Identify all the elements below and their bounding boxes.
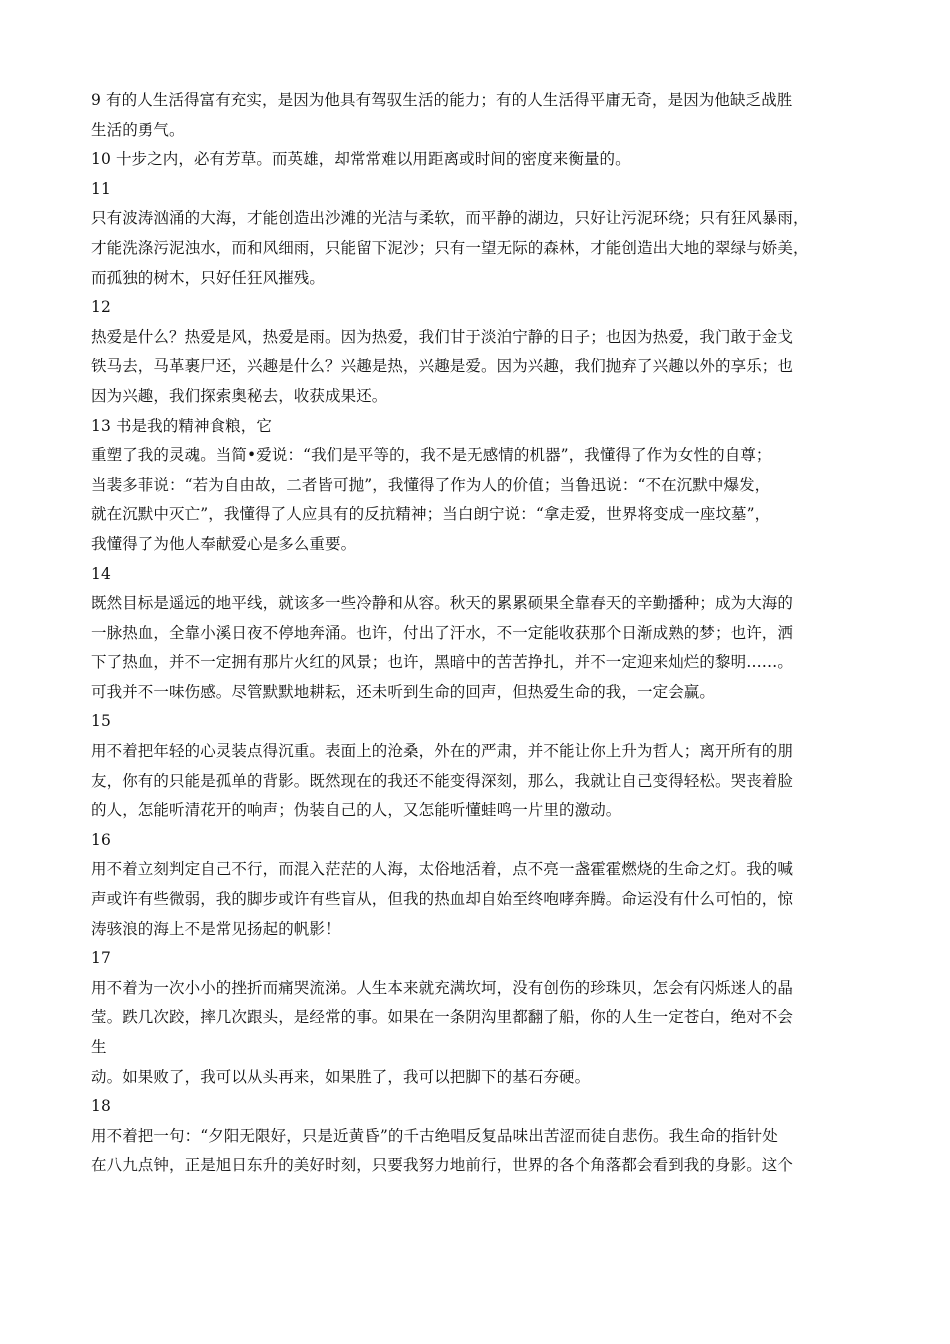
text-line: 13 书是我的精神食粮，它 — [91, 416, 272, 435]
text-line: 涛骇浪的海上不是常见扬起的帆影！ — [91, 919, 341, 938]
text-line: 用不着为一次小小的挫折而痛哭流涕。人生本来就充满坎坷，没有创伤的珍珠贝，怎会有闪烁迷人的晶 — [91, 978, 794, 997]
text-line: 而孤独的树木，只好任狂风摧残。 — [91, 268, 326, 287]
text-line: 因为兴趣，我们探索奥秘去，收获成果还。 — [91, 386, 388, 405]
text-line: 热爱是什么？热爱是风，热爱是雨。因为热爱，我们甘于淡泊宁静的日子；也因为热爱，我门敢于金戈 — [91, 327, 794, 346]
text-line: 用不着把一句：“夕阳无限好，只是近黄昏”的千古绝唱反复品味出苦涩而徒自悲伤。我生命的指针处 — [91, 1126, 778, 1145]
text-line: 17 — [91, 949, 111, 968]
text-line: 只有波涛汹涌的大海，才能创造出沙滩的光洁与柔软，而平静的湖边，只好让污泥环绕；只有狂风暴雨， — [91, 209, 809, 228]
text-line: 声或许有些微弱，我的脚步或许有些盲从，但我的热血却自始至终咆哮奔腾。命运没有什么可怕的，惊 — [91, 890, 794, 909]
text-line: 才能洗涤污泥浊水，而和风细雨，只能留下泥沙；只有一望无际的森林，才能创造出大地的翠绿与娇美， — [91, 238, 809, 257]
text-line: 重塑了我的灵魂。当简•爱说：“我们是平等的，我不是无感情的机器”，我懂得了作为女性的自尊； — [91, 446, 772, 465]
text-line: 15 — [91, 712, 111, 731]
text-line: 9 有的人生活得富有充实，是因为他具有驾驭生活的能力；有的人生活得平庸无奇，是因为他缺乏战胜 — [91, 91, 793, 109]
text-line: 友，你有的只能是孤单的背影。既然现在的我还不能变得深刻，那么，我就让自己变得轻松。哭丧着脸 — [91, 771, 794, 790]
text-line: 生活的勇气。 — [91, 120, 185, 139]
text-line: 生 — [91, 1038, 107, 1056]
text-line: 10 十步之内，必有芳草。而英雄，却常常难以用距离或时间的密度来衡量的。 — [91, 150, 631, 169]
text-line: 在八九点钟，正是旭日东升的美好时刻，只要我努力地前行，世界的各个角落都会看到我的身影。这个 — [91, 1156, 794, 1175]
text-line: 一脉热血，全靠小溪日夜不停地奔涌。也许，付出了汗水，不一定能收获那个日渐成熟的梦；也许，洒 — [91, 623, 794, 642]
text-line: 就在沉默中灭亡”，我懂得了人应具有的反抗精神；当白朗宁说：“拿走爱，世界将变成一座坟墓”， — [91, 505, 771, 524]
text-line: 的人，怎能听清花开的响声；伪装自己的人，又怎能听懂蛙鸣一片里的激动。 — [91, 801, 622, 820]
text-line: 我懂得了为他人奉献爱心是多么重要。 — [91, 534, 357, 553]
text-line: 11 — [91, 179, 111, 198]
text-line: 当裴多菲说：“若为自由故，二者皆可抛”，我懂得了作为人的价值；当鲁迅说：“不在沉默中爆发， — [91, 475, 771, 494]
text-line: 既然目标是遥远的地平线，就该多一些冷静和从容。秋天的累累硕果全靠春天的辛勤播种；成为大海的 — [91, 594, 794, 613]
text-line: 18 — [91, 1097, 111, 1116]
document-page — [91, 86, 871, 1181]
text-line: 14 — [91, 564, 111, 583]
text-line: 可我并不一味伤感。尽管默默地耕耘，还未听到生命的回声，但热爱生命的我，一定会赢。 — [91, 682, 716, 701]
text-line: 下了热血，并不一定拥有那片火红的风景；也许，黑暗中的苦苦挣扎，并不一定迎来灿烂的黎明……。 — [91, 653, 794, 672]
text-line: 用不着把年轻的心灵装点得沉重。表面上的沧桑，外在的严肃，并不能让你上升为哲人；离开所有的朋 — [91, 742, 794, 761]
text-line: 莹。跌几次跤，摔几次跟头，是经常的事。如果在一条阴沟里都翻了船，你的人生一定苍白，绝对不会 — [91, 1008, 794, 1027]
text-line: 用不着立刻判定自己不行，而混入茫茫的人海，太俗地活着，点不亮一盏霍霍燃烧的生命之灯。我的喊 — [91, 860, 794, 879]
text-line: 12 — [91, 298, 111, 317]
text-line: 铁马去，马革裹尸还，兴趣是什么？兴趣是热，兴趣是爱。因为兴趣，我们抛弃了兴趣以外的享乐；也 — [91, 357, 794, 376]
text-line: 16 — [91, 830, 111, 849]
text-line: 动。如果败了，我可以从头再来，如果胜了，我可以把脚下的基石夯硬。 — [91, 1067, 591, 1086]
